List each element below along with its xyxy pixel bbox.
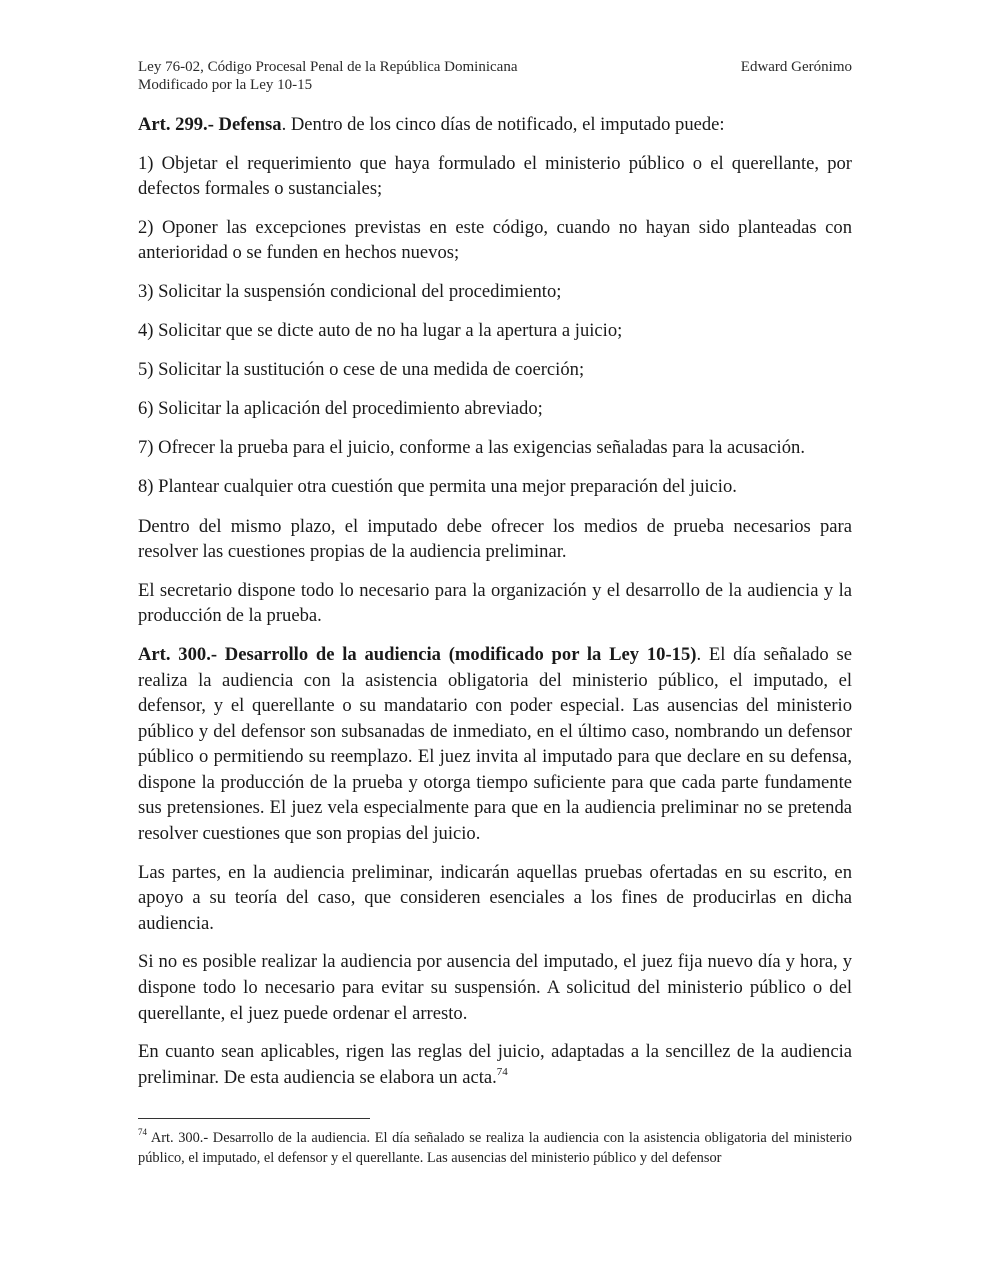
footnote-divider (138, 1118, 370, 1119)
list-item: 7) Ofrecer la prueba para el juicio, conforme a las exigencias señaladas para la acusación. (138, 437, 805, 459)
footnote-number: 74 (138, 1127, 147, 1138)
header-title: Ley 76-02, Código Procesal Penal de la República Dominicana (138, 59, 518, 75)
art-300-title: Art. 300.- Desarrollo de la audiencia (modificado por la Ley 10-15) (138, 643, 697, 665)
document-body (138, 112, 852, 1103)
list-item: 6) Solicitar la aplicación del procedimiento abreviado; (138, 398, 543, 420)
list-item: 3) Solicitar la suspensión condicional del procedimiento; (138, 280, 562, 302)
paragraph: El secretario dispone todo lo necesario para la organización y el desarrollo de la audiencia y la producción de la prueba. (138, 579, 852, 627)
art-299-title: Art. 299.- Defensa (138, 114, 282, 135)
paragraph: Si no es posible realizar la audiencia por ausencia del imputado, el juez fija nuevo día y hora, y dispone todo lo necesario para evitar su suspensión. A solicitud del ministerio público o del querellante, el juez puede ordenar el arresto. (138, 951, 852, 1024)
header-subtitle: Modificado por la Ley 10-15 (138, 77, 313, 93)
footnote-text: Art. 300.- Desarrollo de la audiencia. El día señalado se realiza la audiencia con la asistencia obligatoria del ministerio público, el imputado, el defensor y el querellante. Las ausencias del ministerio público y del defensor (138, 1130, 852, 1166)
paragraph: Las partes, en la audiencia preliminar, indicarán aquellas pruebas ofertadas en su escrito, en apoyo a su teoría del caso, que consideren esenciales a los fines de producirlas en dicha audiencia. (138, 861, 852, 934)
list-item: 8) Plantear cualquier otra cuestión que permita una mejor preparación del juicio. (138, 476, 737, 498)
list-item: 1) Objetar el requerimiento que haya formulado el ministerio público o el querellante, por defectos formales o sustanciales; (138, 152, 852, 200)
art-300-paragraph (138, 642, 852, 847)
list-item: 5) Solicitar la sustitución o cese de una medida de coerción; (138, 359, 585, 381)
page-header (138, 58, 852, 94)
list-item: 4) Solicitar que se dicte auto de no ha lugar a la apertura a juicio; (138, 320, 623, 342)
art-299-heading (138, 112, 852, 138)
paragraph: Dentro del mismo plazo, el imputado debe ofrecer los medios de prueba necesarios para resolver las cuestiones propias de la audiencia preliminar. (138, 515, 852, 563)
art-299-intro: . Dentro de los cinco días de notificado, el imputado puede: (281, 114, 725, 135)
header-author: Edward Gerónimo (740, 59, 852, 75)
paragraph-text: En cuanto sean aplicables, rigen las reglas del juicio, adaptadas a la sencillez de la audiencia preliminar. De esta audiencia se elabora un acta. (138, 1041, 852, 1088)
footnote-reference[interactable]: 74 (496, 1065, 508, 1078)
list-item: 2) Oponer las excepciones previstas en este código, cuando no hayan sido planteadas con anterioridad o se funden en hechos nuevos; (138, 216, 852, 264)
paragraph (138, 1039, 852, 1090)
footnote (138, 1128, 852, 1168)
art-300-text: . El día señalado se realiza la audiencia con la asistencia obligatoria del ministerio público, el imputado, el defensor, y el querellante o su mandatario con poder especial. Las ausencias del ministerio público y del defensor son subsanadas de inmediato, en el último caso, nombrando un defensor público o permitiendo su reemplazo. El juez invita al imputado para que declare en su defensa, dispone la producción de la prueba y otorga tiempo suficiente para que cada parte fundamente sus pretensiones. El juez vela especialmente para que en la audiencia preliminar no se pretenda resolver cuestiones que son propias del juicio. (138, 643, 852, 845)
